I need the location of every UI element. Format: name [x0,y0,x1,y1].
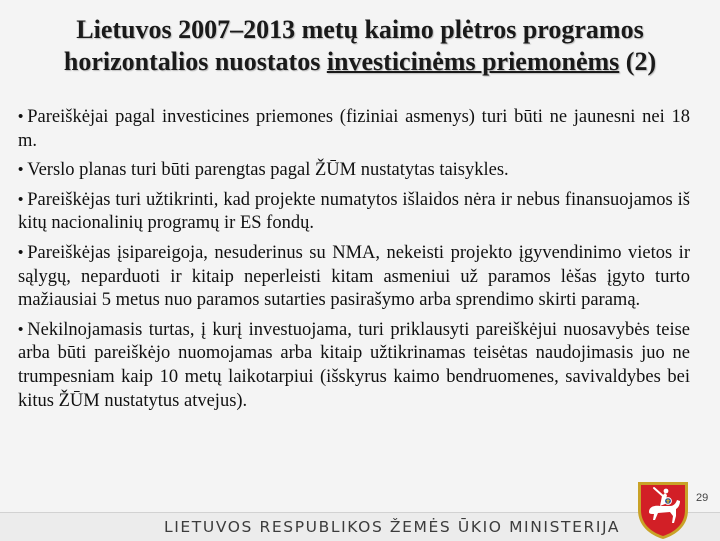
bullet-text: Pareiškėjas turi užtikrinti, kad projekte numatytos išlaidos nėra ir nebus finansuojamos iš kitų nacionalinių programų ir ES fondų. [18,189,690,234]
bullet-marker: • [18,161,24,179]
bullet-item [18,242,690,313]
bullet-marker: • [18,320,24,338]
title-line-1: Lietuvos 2007–2013 metų kaimo plėtros programos [76,15,644,44]
bullet-item [18,106,690,153]
bullet-item [18,319,690,413]
title-underlined-term: investicinėms priemonėms [326,47,620,76]
bullet-marker: • [18,190,24,208]
bullet-item [18,189,690,236]
bullet-text: Verslo planas turi būti parengtas pagal ŽŪM nustatytas taisykles. [27,160,509,181]
bullet-marker: • [18,108,24,125]
bullet-list [18,106,690,419]
bullet-marker: • [18,243,24,261]
title-line-2-prefix: horizontalios nuostatos [63,47,327,76]
bullet-text: Pareiškėjai pagal investicines priemones (fiziniai asmenys) turi būti ne jaunesni nei 18 m. [18,107,690,151]
ministry-name: LIETUVOS RESPUBLIKOS ŽEMĖS ŪKIO MINISTERIJA [164,518,621,536]
coat-of-arms-icon [632,476,694,540]
title-line-2 [10,46,710,78]
bullet-item [18,159,690,183]
slide-title [10,14,710,78]
page-number: 29 [696,492,709,504]
title-line-2-suffix: (2) [619,47,657,76]
bullet-text: Pareiškėjas įsipareigoja, nesuderinus su NMA, nekeisti projekto įgyvendinimo vietos ir sąlygų, neparduoti ir kitaip neperleisti kitam asmeniui už paramos lėšas įgyto turto mažiausiai 5 metus nuo paramos sutarties pasirašymo arba sprendimo skirti paramą. [18,242,690,311]
bullet-text: Nekilnojamasis turtas, į kurį investuojama, turi priklausyti pareiškėjui nuosavybės teise arba būti pareiškėjo nuomojamas arba kitaip užtikrinamas teisėtas naudojimasis juo ne trumpesniam kaip 10 metų laikotarpiui (išskyrus kaimo bendruomenes, savivaldybes bei kitus ŽŪM nustatytus atvejus). [18,319,690,411]
